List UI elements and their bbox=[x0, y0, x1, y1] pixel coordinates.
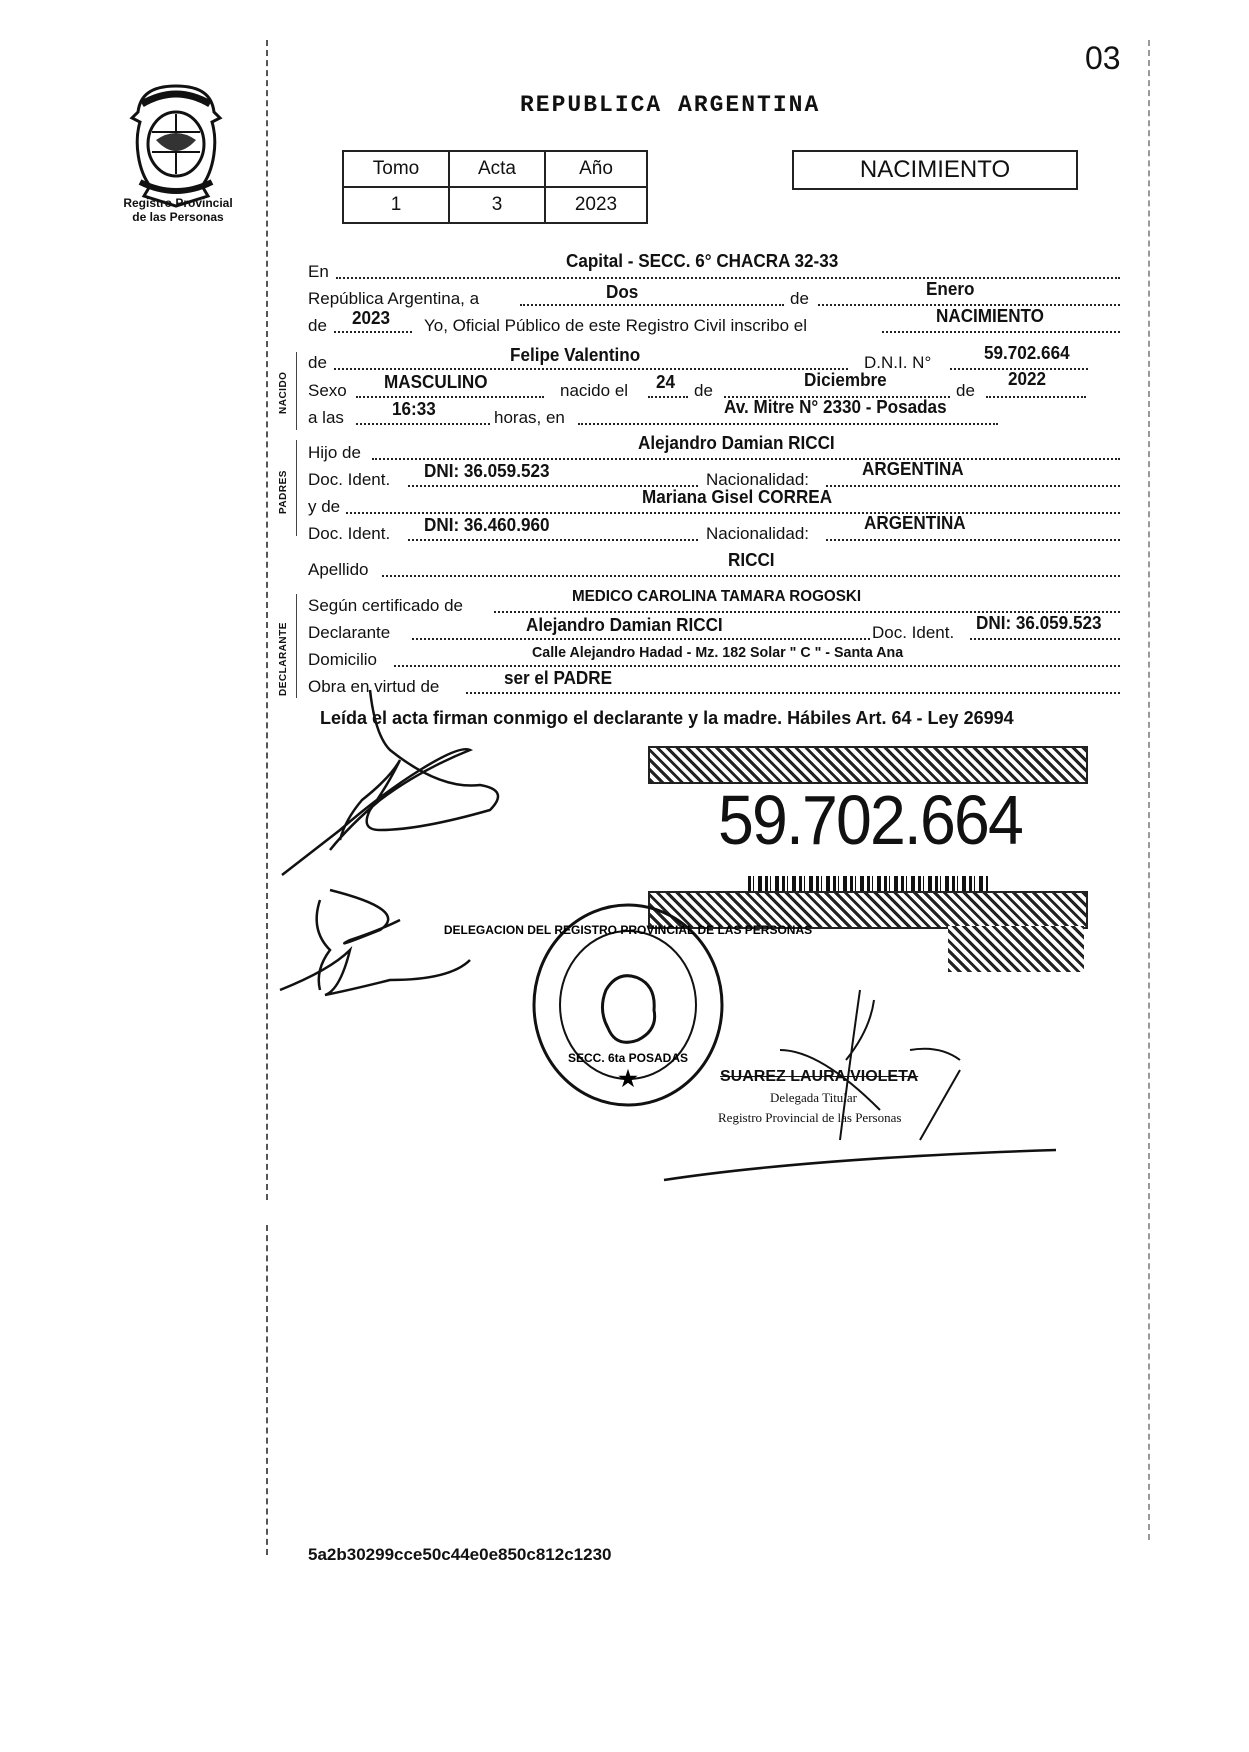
barcode-number: 59.702.664 bbox=[718, 781, 1022, 859]
svg-text:★: ★ bbox=[618, 1066, 638, 1091]
label-hijo-de: Hijo de bbox=[308, 443, 361, 462]
dotted-line bbox=[356, 396, 544, 398]
official-signature bbox=[660, 990, 1060, 1190]
value-mes: Enero bbox=[926, 279, 975, 299]
header-tomo: Tomo bbox=[343, 151, 449, 187]
header-acta: Acta bbox=[449, 151, 545, 187]
section-bar-declarante bbox=[296, 594, 297, 698]
label-apellido: Apellido bbox=[308, 560, 369, 579]
official-role: Delegada Titular bbox=[770, 1090, 858, 1105]
value-padre: Alejandro Damian RICCI bbox=[638, 433, 835, 453]
left-margin-line-lower bbox=[266, 1225, 268, 1555]
label-de-anio: de bbox=[308, 316, 327, 335]
stamp-ring-text: DELEGACION DEL REGISTRO PROVINCIAL DE LAS PERSONAS bbox=[443, 923, 813, 937]
document-code: 5a2b30299cce50c44e0e850c812c1230 bbox=[308, 1545, 612, 1564]
label-y-de: y de bbox=[308, 497, 341, 516]
official-name: SUAREZ LAURA VIOLETA bbox=[720, 1068, 919, 1085]
label-de-anio-nac: de bbox=[956, 381, 975, 400]
label-segun: Según certificado de bbox=[308, 596, 463, 615]
value-obra: ser el PADRE bbox=[504, 668, 613, 688]
dotted-line bbox=[412, 638, 870, 640]
section-bar-padres bbox=[296, 440, 297, 536]
dotted-line bbox=[382, 575, 1120, 577]
value-declarante-doc: DNI: 36.059.523 bbox=[976, 613, 1102, 633]
label-sexo: Sexo bbox=[308, 381, 347, 400]
logo-caption: Registro Provincial de las Personas bbox=[123, 196, 233, 224]
dotted-line bbox=[826, 485, 1120, 487]
value-padre-nac: ARGENTINA bbox=[862, 459, 964, 479]
label-horas-en: horas, en bbox=[494, 408, 565, 427]
country-title: REPUBLICA ARGENTINA bbox=[520, 92, 821, 118]
value-anio: 2023 bbox=[352, 308, 391, 328]
value-dia-letras: Dos bbox=[606, 282, 639, 302]
value-anio-nac: 2022 bbox=[1008, 369, 1047, 389]
right-margin-line bbox=[1148, 40, 1150, 1540]
value-madre-nac: ARGENTINA bbox=[864, 513, 966, 533]
label-obra: Obra en virtud de bbox=[308, 677, 440, 696]
page-number: 03 bbox=[1085, 40, 1121, 76]
label-domicilio: Domicilio bbox=[308, 650, 377, 669]
dotted-line bbox=[336, 277, 1120, 279]
value-nombre: Felipe Valentino bbox=[510, 345, 641, 365]
value-dia-nac: 24 bbox=[656, 372, 676, 392]
acta-table bbox=[342, 150, 648, 224]
label-yo-oficial: Yo, Oficial Público de este Registro Civil inscribo el bbox=[424, 316, 807, 335]
value-hora: 16:33 bbox=[392, 399, 436, 419]
document-type-box: NACIMIENTO bbox=[792, 150, 1078, 190]
security-pattern-top bbox=[648, 746, 1088, 784]
value-acta: 3 bbox=[449, 187, 545, 223]
official-org: Registro Provincial de las Personas bbox=[718, 1110, 902, 1125]
value-tipo-acta: NACIMIENTO bbox=[936, 306, 1044, 326]
dotted-line bbox=[408, 539, 698, 541]
label-a-las: a las bbox=[308, 408, 344, 427]
section-label-padres: PADRES bbox=[278, 470, 289, 514]
dotted-line bbox=[356, 423, 490, 425]
dotted-line bbox=[466, 692, 1120, 694]
declarant-signature bbox=[270, 690, 530, 1010]
acta-table-header-row bbox=[343, 151, 647, 187]
dotted-line bbox=[334, 368, 848, 370]
label-nacionalidad2: Nacionalidad: bbox=[706, 524, 810, 543]
dotted-line bbox=[520, 304, 784, 306]
label-republica: República Argentina, a bbox=[308, 289, 480, 308]
value-domicilio: Calle Alejandro Hadad - Mz. 182 Solar " C " - Santa Ana bbox=[532, 644, 904, 661]
coat-of-arms-logo bbox=[120, 82, 232, 212]
label-de-nombre: de bbox=[308, 353, 327, 372]
stamp-inner-text: SECC. 6ta POSADAS bbox=[567, 1051, 689, 1065]
left-margin-line bbox=[266, 40, 268, 1200]
dotted-line bbox=[578, 423, 998, 425]
label-doc-ident2: Doc. Ident. bbox=[308, 524, 391, 543]
header-anio: Año bbox=[545, 151, 647, 187]
dotted-line bbox=[986, 396, 1086, 398]
label-nacionalidad: Nacionalidad: bbox=[706, 470, 810, 489]
label-declarante: Declarante bbox=[308, 623, 391, 642]
value-madre-doc: DNI: 36.460.960 bbox=[424, 515, 550, 535]
section-label-nacido: NACIDO bbox=[278, 371, 289, 414]
value-mes-nac: Diciembre bbox=[804, 370, 887, 390]
label-en: En bbox=[308, 262, 329, 281]
value-sexo: MASCULINO bbox=[384, 372, 488, 392]
label-doc-ident: Doc. Ident. bbox=[308, 470, 391, 489]
dotted-line bbox=[826, 539, 1120, 541]
section-bar-nacido bbox=[296, 352, 297, 430]
label-doc-ident3: Doc. Ident. bbox=[872, 623, 955, 642]
value-apellido: RICCI bbox=[728, 550, 775, 570]
label-dni: D.N.I. N° bbox=[864, 353, 932, 372]
value-padre-doc: DNI: 36.059.523 bbox=[424, 461, 550, 481]
dotted-line bbox=[372, 458, 1120, 460]
label-de-mes: de bbox=[790, 289, 809, 308]
dotted-line bbox=[648, 396, 688, 398]
value-certificado: MEDICO CAROLINA TAMARA ROGOSKI bbox=[572, 588, 862, 605]
value-dni: 59.702.664 bbox=[984, 343, 1070, 363]
value-lugar: Capital - SECC. 6° CHACRA 32-33 bbox=[566, 251, 839, 271]
acta-table-value-row bbox=[343, 187, 647, 223]
value-lugar-nac: Av. Mitre N° 2330 - Posadas bbox=[724, 397, 947, 417]
value-tomo: 1 bbox=[343, 187, 449, 223]
dotted-line bbox=[882, 331, 1120, 333]
dotted-line bbox=[970, 638, 1120, 640]
dotted-line bbox=[394, 665, 1120, 667]
dotted-line bbox=[334, 331, 412, 333]
value-anio: 2023 bbox=[545, 187, 647, 223]
label-nacido-el: nacido el bbox=[560, 381, 629, 400]
value-madre: Mariana Gisel CORREA bbox=[642, 487, 833, 507]
legal-text: Leída el acta firman conmigo el declarante y la madre. Hábiles Art. 64 - Ley 26994 bbox=[320, 708, 1014, 728]
value-declarante: Alejandro Damian RICCI bbox=[526, 615, 723, 635]
label-de-dia: de bbox=[694, 381, 713, 400]
section-label-declarante: DECLARANTE bbox=[278, 622, 289, 696]
security-pattern-hologram bbox=[948, 926, 1084, 972]
dotted-line bbox=[346, 512, 1120, 514]
